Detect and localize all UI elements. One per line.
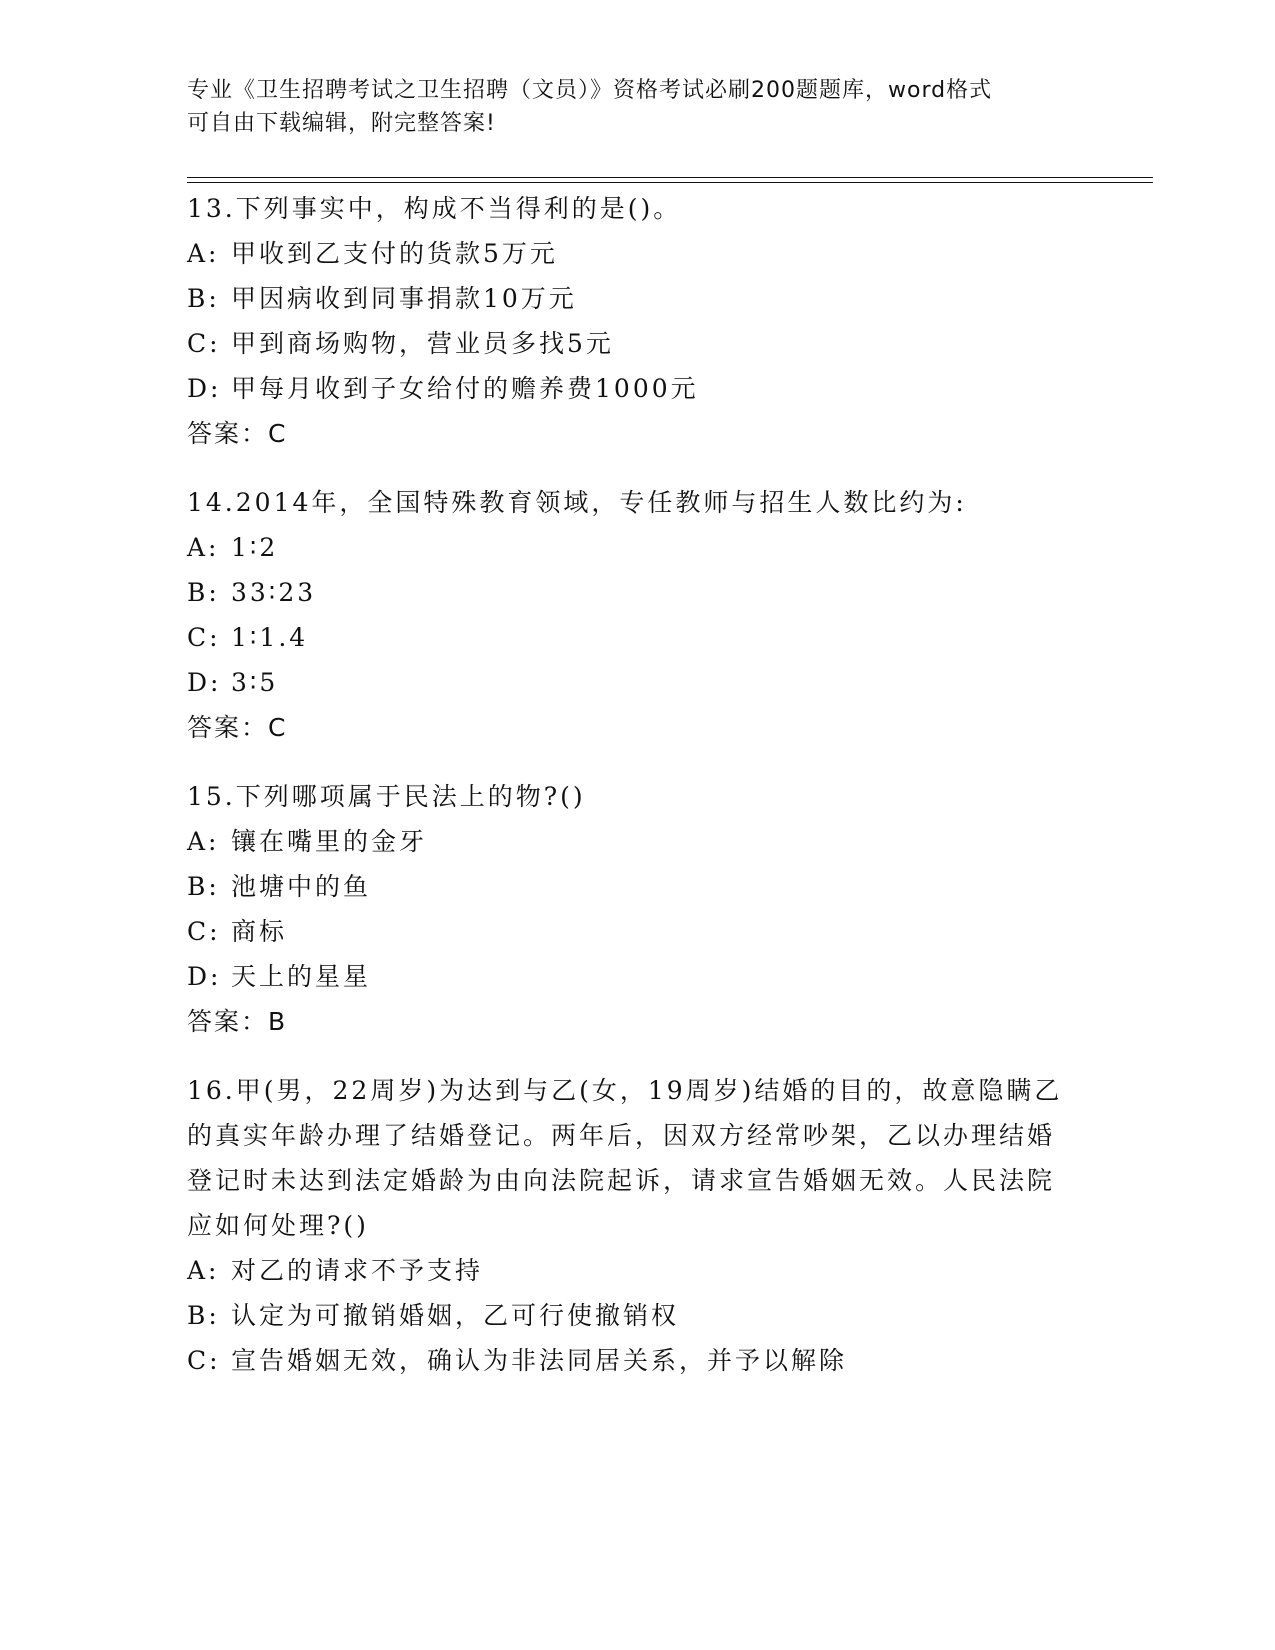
option-text: 1∶1.4 xyxy=(231,623,309,652)
answer-label: 答案：C xyxy=(187,713,288,742)
option-a xyxy=(187,231,1067,276)
option-key: C: xyxy=(187,1346,221,1375)
option-key: B: xyxy=(187,284,220,313)
question-list xyxy=(187,186,1067,1407)
option-d xyxy=(187,660,1067,705)
option-b xyxy=(187,276,1067,321)
option-text: 甲收到乙支付的货款5万元 xyxy=(231,239,558,268)
option-key: D: xyxy=(187,962,222,991)
option-key: B: xyxy=(187,578,220,607)
option-key: D: xyxy=(187,374,222,403)
option-text: 对乙的请求不予支持 xyxy=(231,1256,484,1285)
question-14 xyxy=(187,480,1067,750)
option-text: 池塘中的鱼 xyxy=(231,872,372,901)
option-c xyxy=(187,615,1067,660)
option-key: B: xyxy=(187,872,220,901)
header-line-2: 可自由下载编辑，附完整答案! xyxy=(187,111,496,136)
header-line-1: 专业《卫生招聘考试之卫生招聘（文员）》资格考试必刷200题题库，word格式 xyxy=(187,78,993,103)
option-text: 天上的星星 xyxy=(231,962,372,991)
option-key: D: xyxy=(187,668,222,697)
option-c xyxy=(187,1338,1067,1383)
option-text: 甲到商场购物，营业员多找5元 xyxy=(231,329,614,358)
option-b xyxy=(187,570,1067,615)
header-divider-top xyxy=(187,177,1153,178)
option-d xyxy=(187,954,1067,999)
question-stem: 16.甲(男，22周岁)为达到与乙(女，19周岁)结婚的目的，故意隐瞒乙的真实年龄办理了结婚登记。两年后，因双方经常吵架，乙以办理结婚登记时未达到法定婚龄为由向法院起诉，请求宣告婚姻无效。人民法院应如何处理?() xyxy=(187,1076,1063,1240)
document-header xyxy=(187,74,1067,140)
option-text: 33∶23 xyxy=(231,578,317,607)
option-text: 镶在嘴里的金牙 xyxy=(231,827,428,856)
option-key: C: xyxy=(187,623,221,652)
option-b xyxy=(187,864,1067,909)
question-stem: 14.2014年，全国特殊教育领域，专任教师与招生人数比约为: xyxy=(187,488,967,517)
option-text: 宣告婚姻无效，确认为非法同居关系，并予以解除 xyxy=(231,1346,848,1375)
option-key: A: xyxy=(187,1256,220,1285)
question-16 xyxy=(187,1068,1067,1383)
header-divider-bottom xyxy=(187,182,1153,183)
option-a xyxy=(187,819,1067,864)
option-text: 甲因病收到同事捐款10万元 xyxy=(231,284,577,313)
option-text: 3∶5 xyxy=(231,668,279,697)
option-key: C: xyxy=(187,329,221,358)
option-text: 1∶2 xyxy=(231,533,279,562)
option-key: C: xyxy=(187,917,221,946)
question-13 xyxy=(187,186,1067,456)
option-d xyxy=(187,366,1067,411)
question-15 xyxy=(187,774,1067,1044)
option-text: 认定为可撤销婚姻，乙可行使撤销权 xyxy=(231,1301,680,1330)
option-text: 商标 xyxy=(231,917,288,946)
option-c xyxy=(187,321,1067,366)
option-b xyxy=(187,1293,1067,1338)
option-key: A: xyxy=(187,239,220,268)
option-a xyxy=(187,1248,1067,1293)
question-stem: 13.下列事实中，构成不当得利的是()。 xyxy=(187,194,682,223)
option-key: A: xyxy=(187,827,220,856)
option-text: 甲每月收到子女给付的赡养费1000元 xyxy=(231,374,699,403)
option-key: A: xyxy=(187,533,220,562)
answer-label: 答案：C xyxy=(187,419,288,448)
question-stem: 15.下列哪项属于民法上的物?() xyxy=(187,782,586,811)
answer-label: 答案：B xyxy=(187,1007,288,1036)
option-key: B: xyxy=(187,1301,220,1330)
option-c xyxy=(187,909,1067,954)
option-a xyxy=(187,525,1067,570)
